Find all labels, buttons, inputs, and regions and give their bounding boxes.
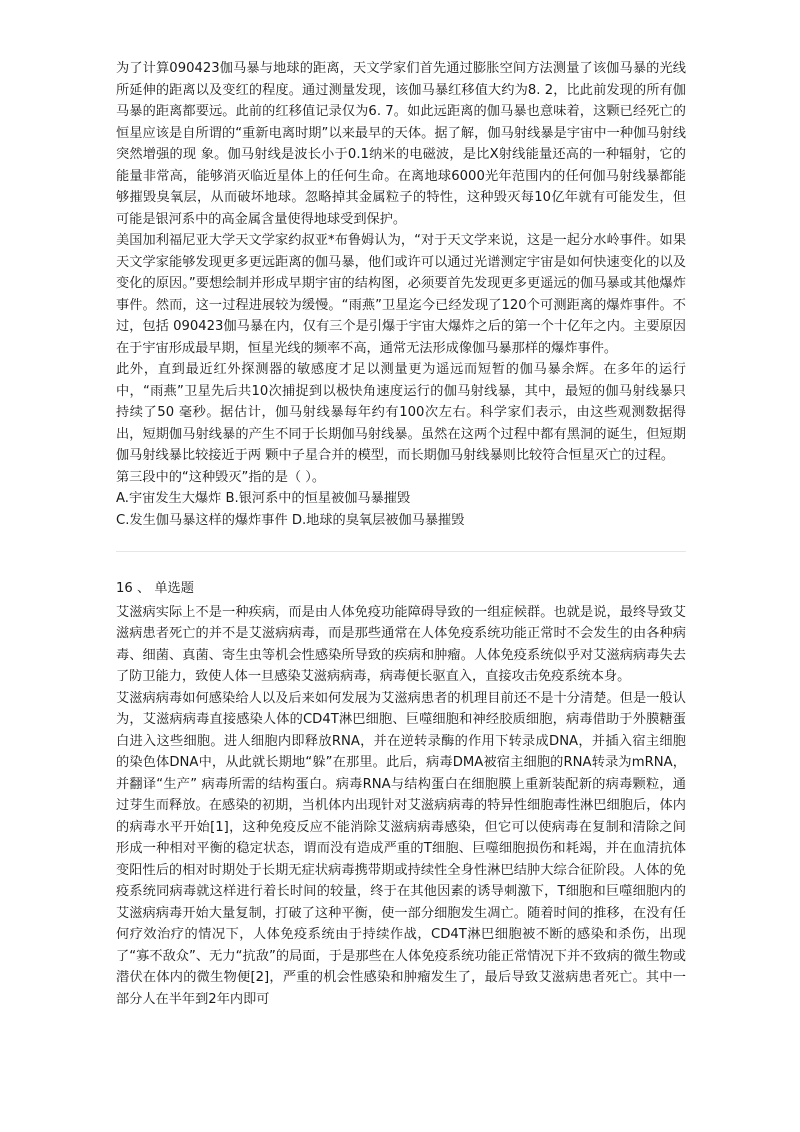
passage-paragraph-4: 艾滋病实际上不是一种疾病，而是由人体免疫功能障碍导致的一组症候群。也就是说，最终导致艾滋病患者死亡的并不是艾滋病病毒，而是那些通常在人体免疫系统功能正常时不会发生的由各种病毒、细菌、真菌、寄生虫等机会性感染所导致的疾病和肿瘤。人体免疫系统似乎对艾滋病病毒失去了防卫能力，致使人体一旦感染艾滋病病毒，病毒便长驱直入，直接攻击免疫系统本身。 [116, 604, 686, 684]
section-divider [116, 551, 686, 552]
passage-paragraph-3: 此外，直到最近红外探测器的敏感度才足以测量更为遥远而短暂的伽马暴余辉。在多年的运行中，“雨燕”卫星先后共10次捕捉到以极快角速度运行的伽马射线暴，其中，最短的伽马射线暴只持续了50 毫秒。据估计，伽马射线暴每年约有100次左右。科学家们表示，由这些观测数据得出，短期伽马射线暴的产生不同于长期伽马射线暴。虽然在这两个过程中都有黑洞的诞生，但短期伽马射线暴比较接近于两 颗中子星合并的模型，而长期伽马射线暴则比较符合恒星灭亡的过程。 [116, 362, 686, 463]
question-options-cd: C.发生伽马暴这样的爆炸事件 D.地球的臭氧层被伽马暴摧毁 [116, 512, 465, 528]
question-header: 16 、 单选题 [116, 581, 194, 596]
passage-paragraph-1: 为了计算090423伽马暴与地球的距离，天文学家们首先通过膨胀空间方法测量了该伽马暴的光线所延伸的距离以及变红的程度。通过测量发现，该伽马暴红移值大约为8. 2，比此前发现的所有伽马暴的距离都要远。此前的红移值记录仅为6. 7。如此远距离的伽马暴也意味着，这颗已经死亡的恒星应该是自所谓的“重新电离时期”以来最早的天体。据了解，伽马射线暴是宇宙中一种伽马射线突然增强的现 象。伽马射线是波长小于0.1纳米的电磁波，是比X射线能量还高的一种辐射，它的能量非常高，能够消灭临近星体上的任何生命。在离地球6000光年范围内的任何伽马射线暴都能够摧毁臭氧层，从而破坏地球。忽略掉其金属粒子的特性，这种毁灭每10亿年就有可能发生，但可能是银河系中的高金属含量使得地球受到保护。 [116, 61, 686, 227]
passage-paragraph-2: 美国加利福尼亚大学天文学家约叔亚*布鲁姆认为，“对于天文学来说，这是一起分水岭事件。如果天文学家能够发现更多更远距离的伽马暴，他们或许可以通过光谱测定宇宙是如何快速变化的以及变化的原因。”要想绘制并形成早期宇宙的结构图，必须要首先发现更多更遥远的伽马暴或其他爆炸事件。然而，这一过程进展较为缓慢。“雨燕”卫星迄今已经发现了120个可测距离的爆炸事件。不过，包括 090423伽马暴在内，仅有三个是引爆于宇宙大爆炸之后的第一个十亿年之内。主要原因在于宇宙形成最早期，恒星光线的频率不高，通常无法形成像伽马暴那样的爆炸事件。 [116, 233, 686, 356]
document-page [116, 58, 686, 1010]
question-options-ab: A.宇宙发生大爆炸 B.银河系中的恒星被伽马暴摧毁 [116, 491, 411, 506]
question-stem: 第三段中的“这种毁灭”指的是（ ）。 [116, 469, 326, 485]
passage-paragraph-5: 艾滋病病毒如何感染给人以及后来如何发展为艾滋病患者的机理目前还不是十分清楚。但是一般认为，艾滋病病毒直接感染人体的CD4T淋巴细胞、巨噬细胞和神经胶质细胞，病毒借助于外膜糖蛋白进入这些细胞。进人细胞内即释放RNA，并在逆转录酶的作用下转录成DNA，并插入宿主细胞的染色体DNA中，从此就长期地“躲”在那里。此后，病毒DMA被宿主细胞的RNA转录为mRNA，并翻译“生产” 病毒所需的结构蛋白。病毒RNA与结构蛋白在细胞膜上重新装配新的病毒颗粒，通过芽生而释放。在感染的初期，当机体内出现针对艾滋病病毒的特异性细胞毒性淋巴细胞后，体内的病毒水平开始[1]，这种免疫反应不能消除艾滋病病毒感染，但它可以使病毒在复制和清除之间形成一种相对平衡的稳定状态，谓而没有造成严重的T细胞、巨噬细胞损伤和耗竭，并在血清抗体变阳性后的相对时期处于长期无症状病毒携带期或持续性全身性淋巴结肿大综合征阶段。人体的免疫系统同病毒就这样进行着长时间的较量，终于在其他因素的诱导刺激下，T细胞和巨噬细胞内的艾滋病病毒开始大量复制，打破了这种平衡，使一部分细胞发生凋亡。随着时间的推移，在没有任何疗效治疗的情况下，人体免疫系统由于持续作战，CD4T淋巴细胞被不断的感染和杀伤，出现了“寡不敌众”、无力“抗敌”的局面，于是那些在人体免疫系统功能正常情况下并不致病的微生物或潜伏在体内的微生物便[2]，严重的机会性感染和肿瘤发生了，最后导致艾滋病患者死亡。其中一部分人在半年到2年内即可 [116, 690, 686, 1007]
